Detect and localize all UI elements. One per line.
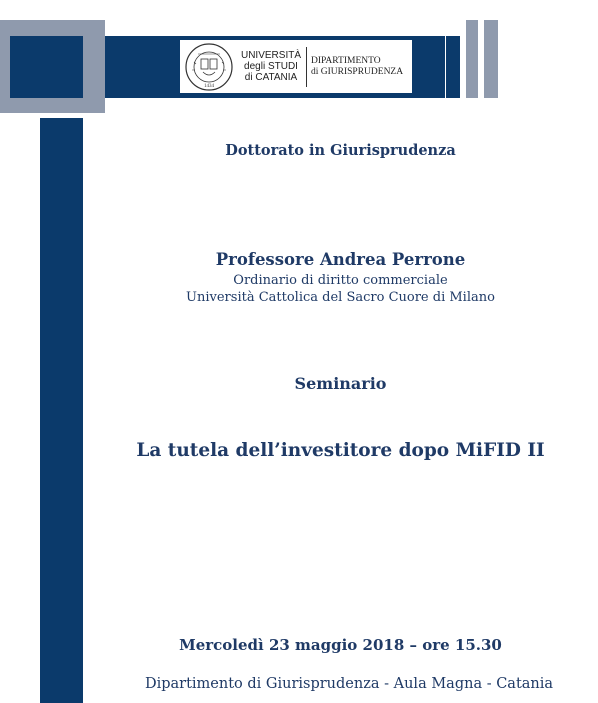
- university-line-1: UNIVERSITÀ: [240, 50, 301, 61]
- speaker-name: Professore Andrea Perrone: [215, 250, 466, 269]
- event-type: Seminario: [294, 374, 387, 393]
- department-line-2: di GIURISPRUDENZA: [311, 66, 404, 77]
- speaker-role: Ordinario di diritto commerciale: [233, 273, 448, 288]
- header-stripe-3: [484, 20, 498, 98]
- university-name: [238, 50, 304, 83]
- left-vertical-bar: [40, 118, 83, 703]
- header-stripe-2: [466, 20, 478, 98]
- header-stripe-1: [446, 36, 460, 98]
- university-seal-icon: [184, 42, 234, 92]
- speaker-institution: Università Cattolica del Sacro Cuore di Milano: [186, 290, 495, 305]
- department-line-1: DIPARTIMENTO: [311, 55, 381, 66]
- university-line-3: di CATANIA: [244, 72, 298, 83]
- event-datetime: Mercoledì 23 maggio 2018 – ore 15.30: [179, 636, 502, 654]
- university-line-2: degli STUDI: [244, 61, 298, 72]
- seal-year: 1434: [204, 83, 214, 89]
- department-name: [311, 56, 411, 78]
- doctorate-program: Dottorato in Giurisprudenza: [225, 142, 456, 159]
- university-logo: [180, 40, 412, 93]
- seminar-title: La tutela dell’investitore dopo MiFID II: [136, 440, 545, 461]
- header-navy-square: [10, 36, 83, 98]
- event-venue: Dipartimento di Giurisprudenza - Aula Magna - Catania: [144, 676, 554, 692]
- logo-divider: [306, 47, 307, 87]
